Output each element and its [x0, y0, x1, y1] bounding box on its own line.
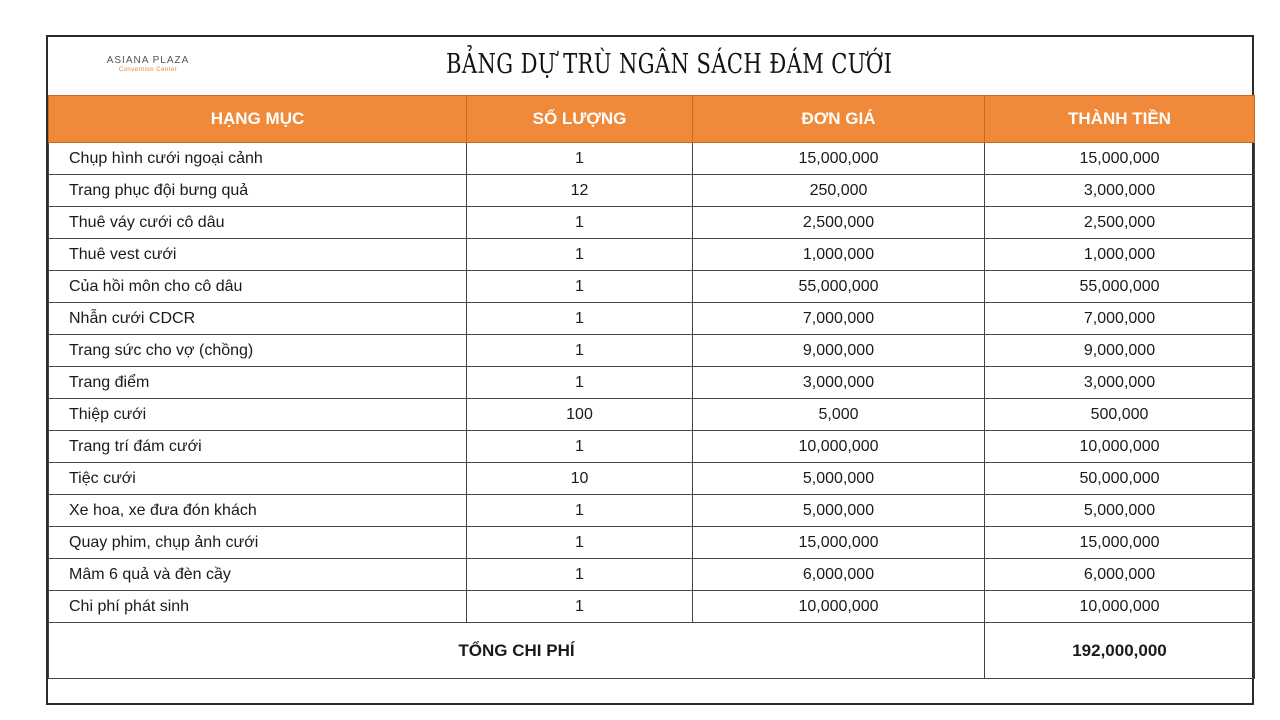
table-row [49, 559, 1255, 591]
table-row [49, 495, 1255, 527]
page-title: BẢNG DỰ TRÙ NGÂN SÁCH ĐÁM CƯỚI [446, 49, 893, 80]
header-unit-price: ĐƠN GIÁ [693, 96, 985, 143]
venue-logo [98, 55, 198, 73]
quantity: 1 [467, 239, 693, 271]
total-label: TỔNG CHI PHÍ [49, 623, 985, 679]
logo-subtitle: Convention Center [118, 67, 178, 73]
unit-price: 5,000,000 [693, 463, 985, 495]
amount: 500,000 [985, 399, 1255, 431]
budget-table [48, 95, 1255, 679]
amount: 5,000,000 [985, 495, 1255, 527]
budget-sheet [46, 35, 1254, 705]
unit-price: 10,000,000 [693, 591, 985, 623]
total-value: 192,000,000 [985, 623, 1255, 679]
unit-price: 15,000,000 [693, 527, 985, 559]
quantity: 10 [467, 463, 693, 495]
table-row [49, 335, 1255, 367]
amount: 1,000,000 [985, 239, 1255, 271]
amount: 15,000,000 [985, 527, 1255, 559]
unit-price: 5,000 [693, 399, 985, 431]
amount: 3,000,000 [985, 175, 1255, 207]
header-amount: THÀNH TIỀN [985, 96, 1255, 143]
unit-price: 1,000,000 [693, 239, 985, 271]
item-name: Quay phim, chụp ảnh cưới [49, 527, 467, 559]
quantity: 100 [467, 399, 693, 431]
quantity: 12 [467, 175, 693, 207]
quantity: 1 [467, 367, 693, 399]
amount: 10,000,000 [985, 431, 1255, 463]
unit-price: 7,000,000 [693, 303, 985, 335]
item-name: Nhẫn cưới CDCR [49, 303, 467, 335]
amount: 9,000,000 [985, 335, 1255, 367]
amount: 10,000,000 [985, 591, 1255, 623]
unit-price: 9,000,000 [693, 335, 985, 367]
table-row [49, 399, 1255, 431]
item-name: Mâm 6 quả và đèn cầy [49, 559, 467, 591]
amount: 6,000,000 [985, 559, 1255, 591]
item-name: Của hồi môn cho cô dâu [49, 271, 467, 303]
amount: 15,000,000 [985, 143, 1255, 175]
table-row [49, 143, 1255, 175]
table-header-row [49, 96, 1255, 143]
unit-price: 10,000,000 [693, 431, 985, 463]
title-row [48, 37, 1252, 96]
unit-price: 5,000,000 [693, 495, 985, 527]
amount: 7,000,000 [985, 303, 1255, 335]
quantity: 1 [467, 431, 693, 463]
table-row [49, 207, 1255, 239]
quantity: 1 [467, 559, 693, 591]
item-name: Trang điểm [49, 367, 467, 399]
table-row [49, 239, 1255, 271]
table-row [49, 527, 1255, 559]
item-name: Trang phục đội bưng quả [49, 175, 467, 207]
quantity: 1 [467, 591, 693, 623]
quantity: 1 [467, 143, 693, 175]
table-row [49, 431, 1255, 463]
table-row [49, 463, 1255, 495]
quantity: 1 [467, 495, 693, 527]
item-name: Xe hoa, xe đưa đón khách [49, 495, 467, 527]
item-name: Thuê vest cưới [49, 239, 467, 271]
amount: 3,000,000 [985, 367, 1255, 399]
unit-price: 2,500,000 [693, 207, 985, 239]
quantity: 1 [467, 207, 693, 239]
amount: 55,000,000 [985, 271, 1255, 303]
table-row [49, 303, 1255, 335]
item-name: Thuê váy cưới cô dâu [49, 207, 467, 239]
item-name: Chụp hình cưới ngoại cảnh [49, 143, 467, 175]
amount: 2,500,000 [985, 207, 1255, 239]
item-name: Chi phí phát sinh [49, 591, 467, 623]
header-quantity: SỐ LƯỢNG [467, 96, 693, 143]
table-row [49, 367, 1255, 399]
table-row [49, 591, 1255, 623]
item-name: Trang sức cho vợ (chồng) [49, 335, 467, 367]
header-item: HẠNG MỤC [49, 96, 467, 143]
total-row [49, 623, 1255, 679]
quantity: 1 [467, 303, 693, 335]
quantity: 1 [467, 335, 693, 367]
quantity: 1 [467, 527, 693, 559]
table-row [49, 175, 1255, 207]
logo-name: ASIANA PLAZA [106, 55, 190, 66]
unit-price: 250,000 [693, 175, 985, 207]
table-row [49, 271, 1255, 303]
unit-price: 6,000,000 [693, 559, 985, 591]
item-name: Trang trí đám cưới [49, 431, 467, 463]
quantity: 1 [467, 271, 693, 303]
unit-price: 15,000,000 [693, 143, 985, 175]
item-name: Thiệp cưới [49, 399, 467, 431]
unit-price: 3,000,000 [693, 367, 985, 399]
item-name: Tiệc cưới [49, 463, 467, 495]
amount: 50,000,000 [985, 463, 1255, 495]
unit-price: 55,000,000 [693, 271, 985, 303]
